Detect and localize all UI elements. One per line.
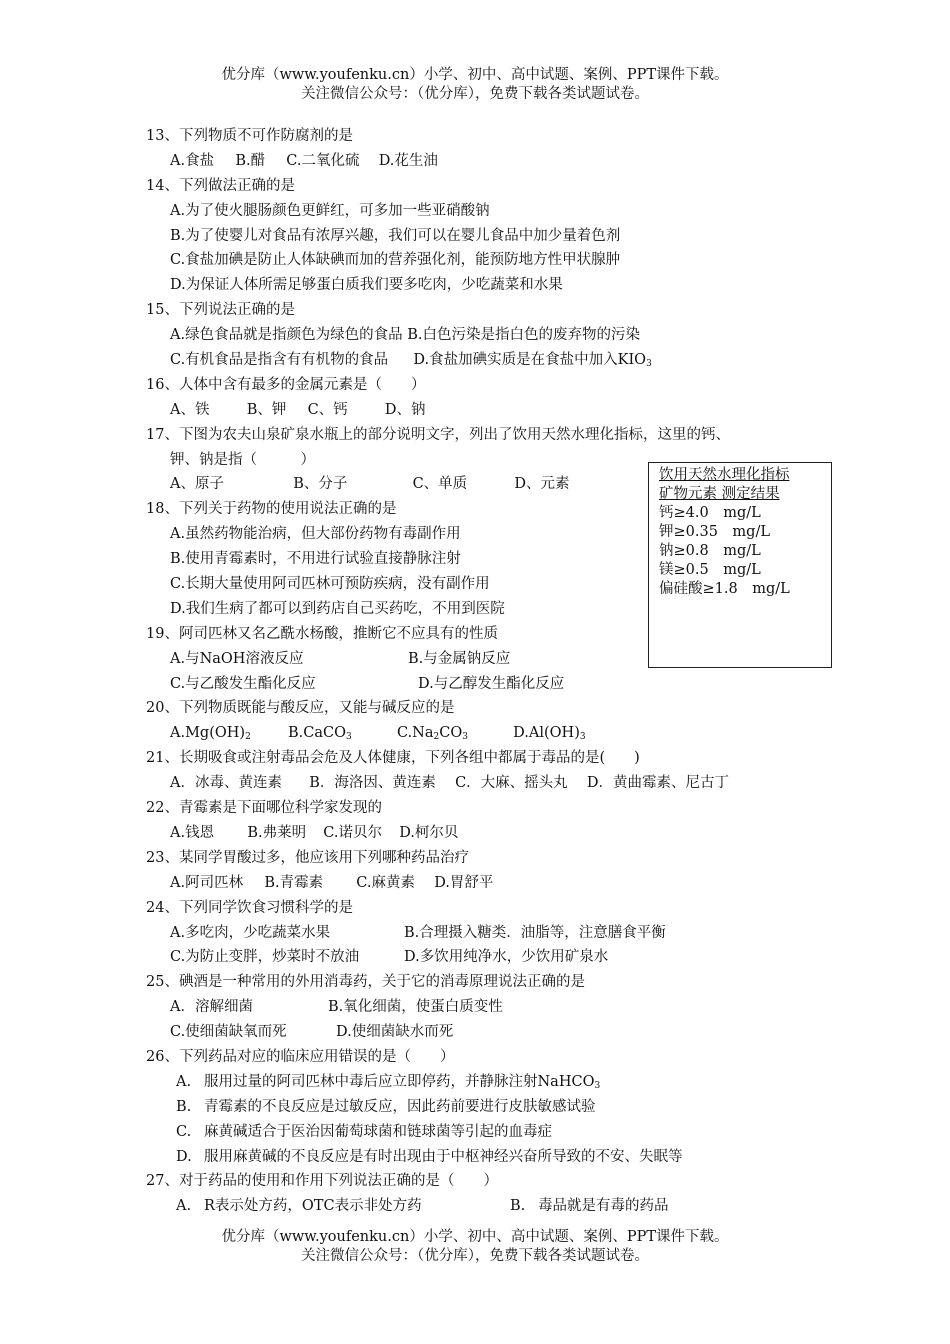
question-21-stem: 21、长期吸食或注射毒品会危及人体健康，下列各组中都属于毒品的是( ) [146,750,640,767]
option-d: D．黄曲霉素、尼古丁 [586,775,730,792]
question-14-stem: 14、下列做法正确的是 [146,177,295,194]
option-a: A．冰毒、黄连素 [170,775,282,792]
info-row-calcium: 钙≥4.0 mg/L [659,505,761,521]
option-c: C.诺贝尔 [323,824,382,841]
option-a: A、铁 [170,401,210,418]
info-box-subtitle: 矿物元素 测定结果 [659,486,780,502]
option-a: A．溶解细菌 [170,999,253,1016]
question-13-options [146,149,826,174]
question-18-option-c: C.长期大量使用阿司匹林可预防疾病，没有副作用 [170,576,490,593]
option-b: B.与金属钠反应 [408,650,511,667]
question-14-option-a: A.为了使火腿肠颜色更鲜红，可多加一些亚硝酸钠 [170,202,490,219]
question-18-stem: 18、下列关于药物的使用说法正确的是 [146,501,397,518]
water-info-box [648,462,832,668]
option-c: C、钙 [307,401,348,418]
option-c: C.麻黄素 [356,874,415,891]
option-c: C.为防止变胖，炒菜时不放油 [170,949,360,966]
question-list [146,124,826,1219]
option-d: D.多饮用纯净水，少饮用矿泉水 [404,949,609,966]
option-a: A.多吃肉，少吃蔬菜水果 [170,924,331,941]
option-a: $A.Mg(OH)_2$ [170,725,251,743]
question-25-options-cd [146,1020,826,1045]
question-15-option-ab: A.绿色食品就是指颜色为绿色的食品 B.白色污染是指白色的废弃物的污染 [170,327,640,344]
info-row-potassium: 钾≥0.35 mg/L [659,524,770,540]
option-b: B.氧化细菌，使蛋白质变性 [328,999,503,1016]
question-26-stem: 26、下列药品对应的临床应用错误的是（ ） [146,1048,455,1065]
question-19-options-cd [146,672,826,697]
header-line-1: 优分库（www.youfenku.cn）小学、初中、高中试题、案例、PPT课件下载。 [221,67,729,83]
question-19-stem: 19、阿司匹林又名乙酰水杨酸，推断它不应具有的性质 [146,625,498,642]
question-24-options-cd [146,945,826,970]
question-13-stem: 13、下列物质不可作防腐剂的是 [146,128,353,144]
subscript: 3 [646,359,652,370]
option-b: B.CaCO$_3$ [288,725,352,743]
option-d: D、元素 [514,476,570,493]
option-a: A.钱恩 [170,824,215,841]
question-22-stem: 22、青霉素是下面哪位科学家发现的 [146,800,382,817]
question-27-stem: 27、对于药品的使用和作用下列说法正确的是（ ） [146,1173,498,1190]
option-d: D、钠 [384,401,426,418]
question-18-option-b: B.使用青霉素时，不用进行试验直接静脉注射 [170,551,461,568]
page-footer [0,1228,950,1266]
question-23-options [146,871,826,896]
question-17-stem-1: 17、下图为农夫山泉矿泉水瓶上的部分说明文字，列出了饮用天然水理化指标，这里的钙、 [146,426,730,443]
option-a: A.与NaOH溶液反应 [170,650,304,667]
option-b: B、钾 [246,401,287,418]
question-16-stem: 16、人体中含有最多的金属元素是（ ） [146,376,426,393]
question-16-options [146,398,826,423]
question-17-stem-2: 钾、钠是指（ ） [170,451,315,468]
header-line-2: 关注微信公众号：（优分库），免费下载各类试题试卷。 [301,86,649,102]
option-d: D.柯尔贝 [399,824,459,841]
question-14-option-c: C.食盐加碘是防止人体缺碘而加的营养强化剂，能预防地方性甲状腺肿 [170,252,621,269]
option-c: $C.Na_2CO_3$ [396,725,468,743]
question-24-options-ab [146,921,826,946]
question-14-option-b: B.为了使婴儿对食品有浓厚兴趣，我们可以在婴儿食品中加少量着色剂 [170,227,621,244]
option-c: C.有机食品是指含有有机物的食品 [170,352,389,369]
option-c: C．大麻、摇头丸 [455,775,568,792]
option-a: A.食盐 [170,152,215,169]
footer-line-2: 关注微信公众号：（优分库），免费下载各类试题试卷。 [301,1248,649,1264]
question-26-option-d: D. 服用麻黄碱的不良反应是有时出现由于中枢神经兴奋所导致的不安、失眠等 [176,1148,683,1165]
option-b: B.醋 [235,152,266,169]
option-c: C.二氧化硫 [286,152,360,169]
question-24-stem: 24、下列同学饮食习惯科学的是 [146,899,353,916]
option-b: B.弗莱明 [247,824,307,841]
option-d: D.使细菌缺水而死 [336,1024,454,1041]
option-d: D.食盐加碘实质是在食盐中加入KIO [413,352,647,369]
question-15-options-cd [146,348,826,373]
option-b: B．海洛因、黄连素 [309,775,436,792]
option-c: C.与乙酸发生酯化反应 [170,675,316,692]
question-26-option-c: C. 麻黄碱适合于医治因葡萄球菌和链球菌等引起的血毒症 [176,1123,552,1140]
question-21-options [146,771,826,796]
question-18-option-a: A.虽然药物能治病，但大部份药物有毒副作用 [170,526,461,543]
info-row-metasilicic-acid: 偏硅酸≥1.8 mg/L [659,581,790,597]
option-d: D.与乙醇发生酯化反应 [418,675,565,692]
info-row-magnesium: 镁≥0.5 mg/L [659,562,761,578]
question-25-options-ab [146,995,826,1020]
option-b: B.青霉素 [264,874,324,891]
option-d: D.胃舒平 [434,874,494,891]
question-25-stem: 25、碘酒是一种常用的外用消毒药，关于它的消毒原理说法正确的是 [146,974,585,991]
question-26-option-a: A. 服用过量的阿司匹林中毒后应立即停药，并静脉注射NaHCO$_3$ [176,1073,601,1091]
question-20-options [146,721,826,746]
option-d: $D.Al(OH)_3$ [513,725,586,743]
option-b: B、分子 [293,476,348,493]
info-box-title: 饮用天然水理化指标 [659,467,790,483]
question-26-option-b: B. 青霉素的不良反应是过敏反应，因此药前要进行皮肤敏感试验 [176,1098,596,1115]
question-27-options: A. R表示处方药，OTC表示非处方药 B. 毒品就是有毒的药品 [176,1198,669,1215]
option-a: A、原子 [170,476,224,493]
option-b: B.合理摄入糖类．油脂等，注意膳食平衡 [404,924,666,941]
info-row-sodium: 钠≥0.8 mg/L [659,543,761,559]
question-20-stem: 20、下列物质既能与酸反应，又能与碱反应的是 [146,700,455,717]
question-18-option-d: D.我们生病了都可以到药店自己买药吃，不用到医院 [170,600,505,617]
question-15-stem: 15、下列说法正确的是 [146,302,295,319]
option-d: D.花生油 [378,152,438,169]
option-c: C、单质 [412,476,468,493]
option-c: C.使细菌缺氧而死 [170,1024,287,1041]
question-14-option-d: D.为保证人体所需足够蛋白质我们要多吃肉，少吃蔬菜和水果 [170,277,563,294]
question-22-options [146,821,826,846]
question-23-stem: 23、某同学胃酸过多，他应该用下列哪种药品治疗 [146,849,469,866]
option-a: A.阿司匹林 [170,874,244,891]
page-header [0,66,950,104]
footer-line-1: 优分库（www.youfenku.cn）小学、初中、高中试题、案例、PPT课件下载。 [221,1229,729,1245]
